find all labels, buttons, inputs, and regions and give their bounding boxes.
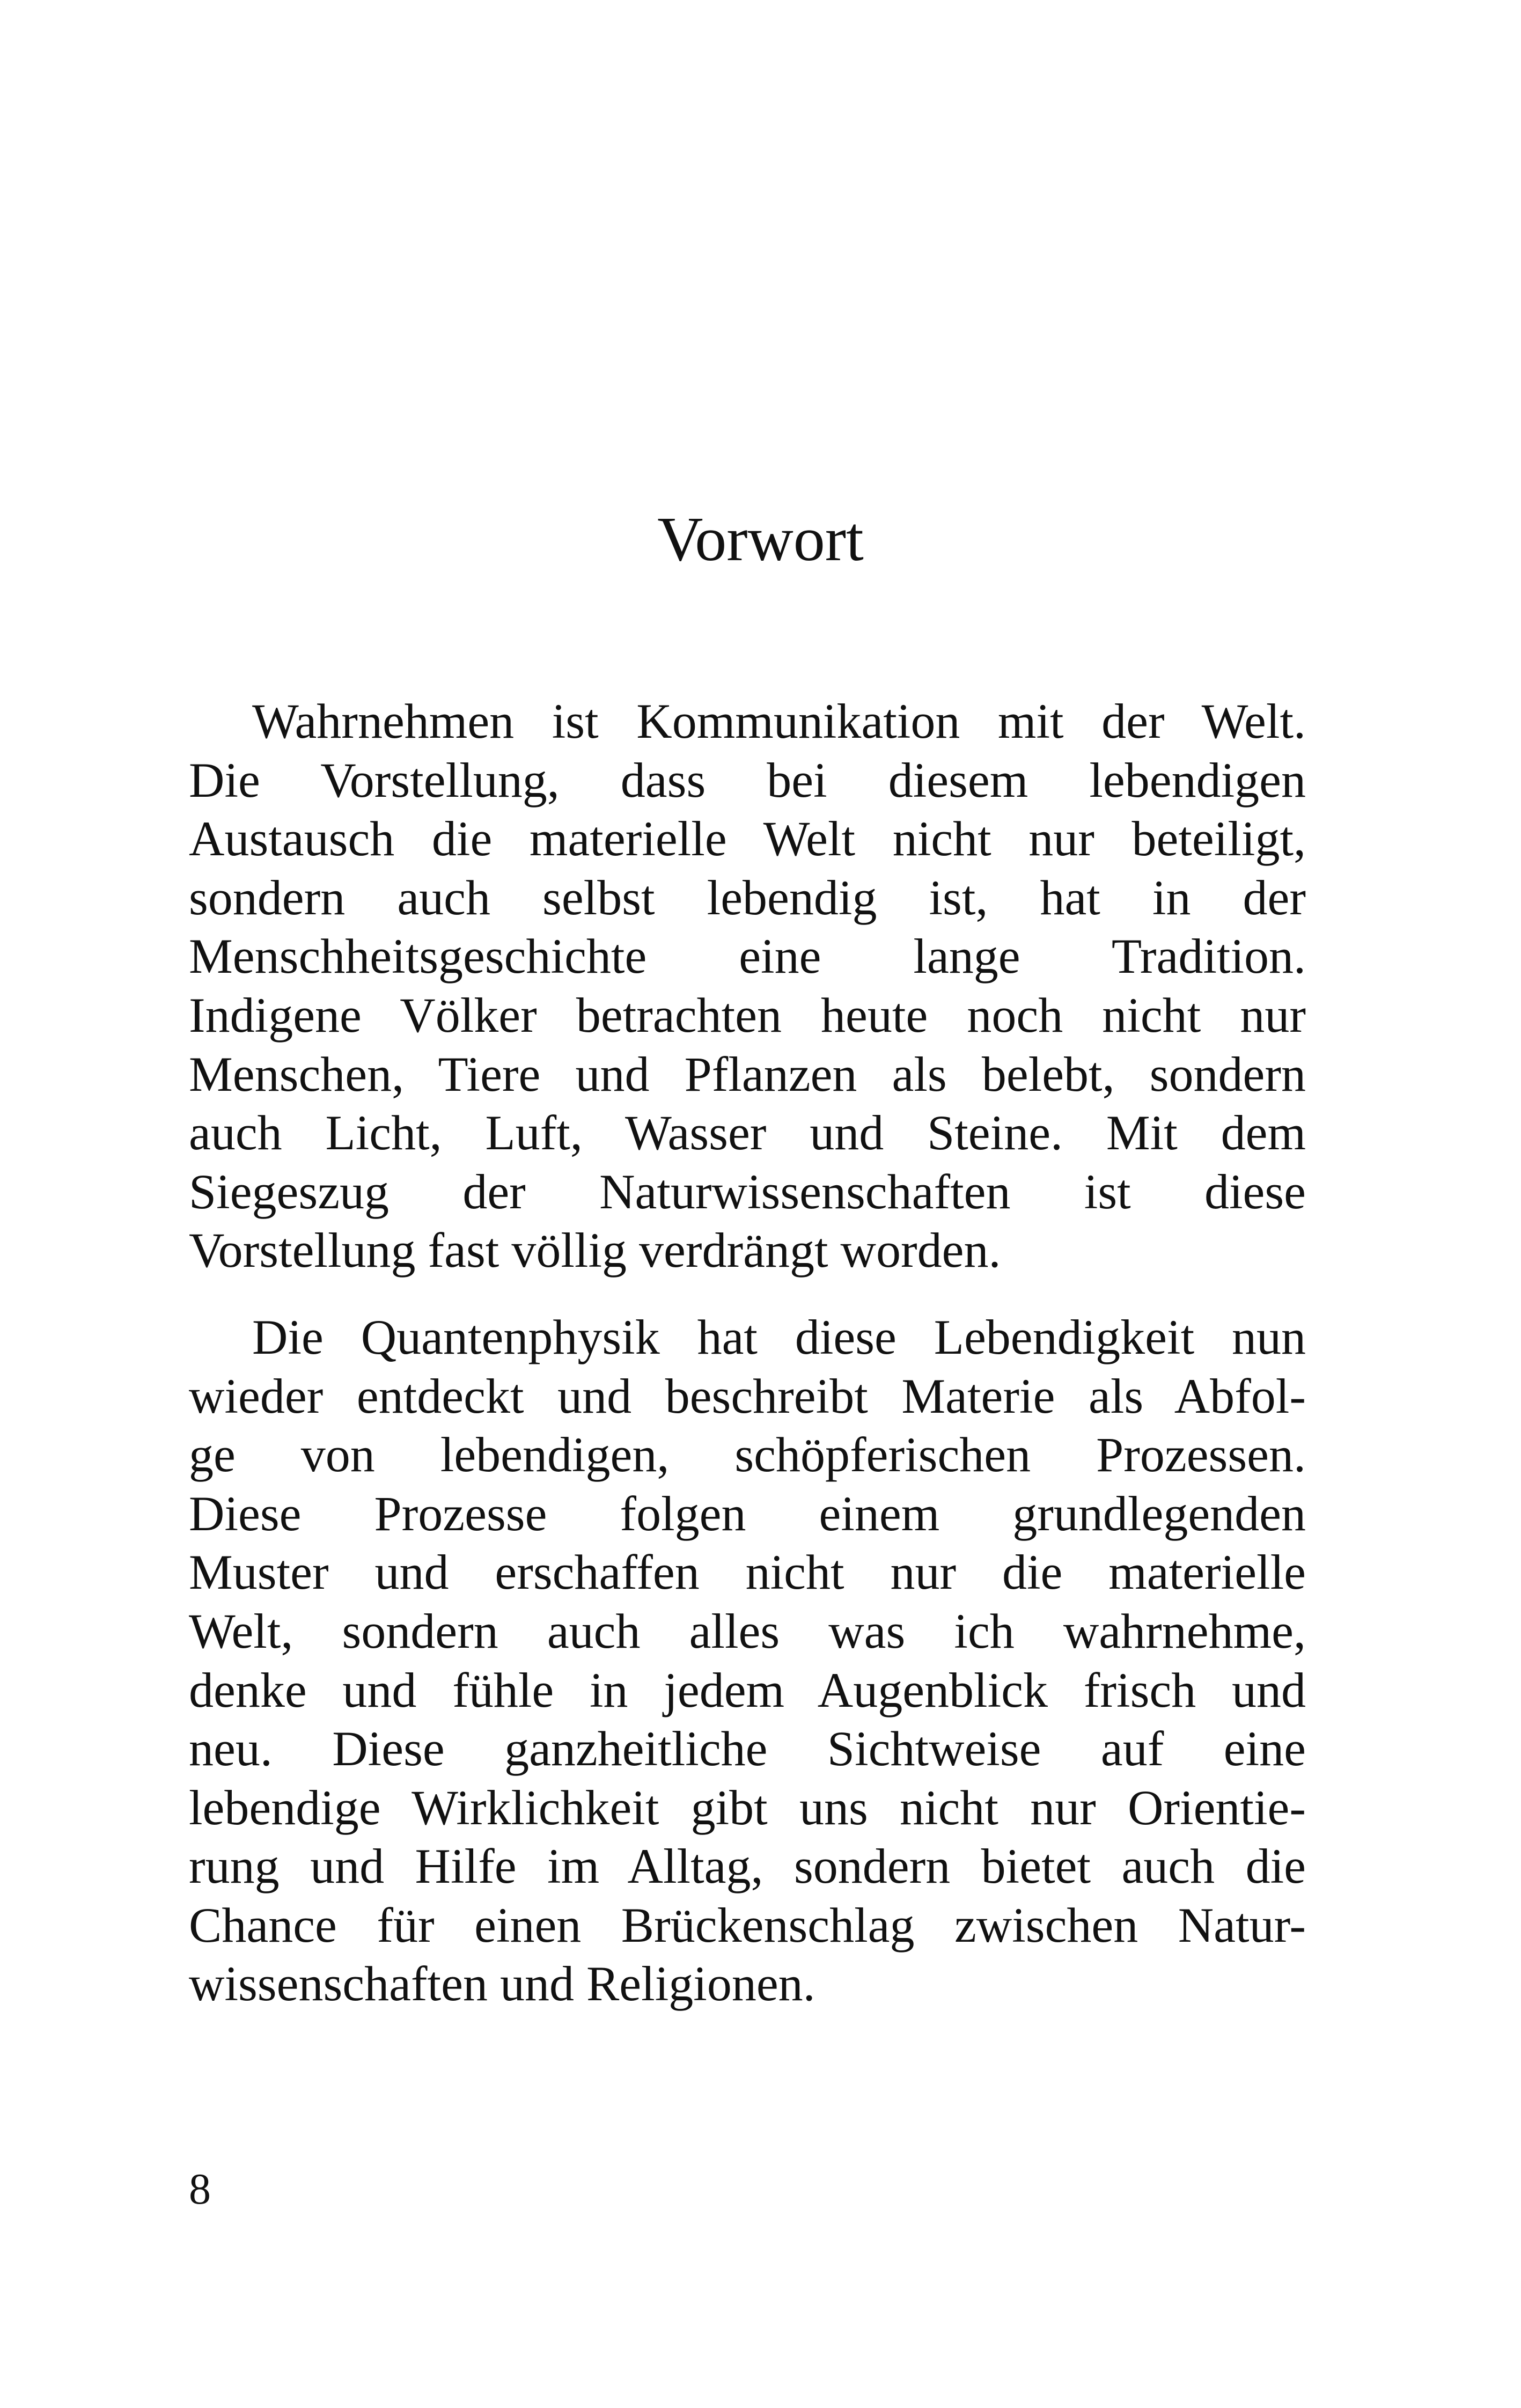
text-line: auch Licht, Luft, Wasser und Steine. Mit dem <box>189 1105 1306 1161</box>
text-line: wissenschaften und Religionen. <box>189 1956 815 2011</box>
text-line: sondern auch selbst lebendig ist, hat in der <box>189 870 1306 925</box>
text-line: Wahrnehmen ist Kommunikation mit der Welt. <box>252 694 1306 748</box>
text-line: ge von lebendigen, schöpferischen Prozessen. <box>189 1427 1306 1482</box>
paragraph-spacer <box>189 1280 1306 1308</box>
text-line: Die Quantenphysik hat diese Lebendigkeit nun <box>252 1309 1306 1364</box>
text-line: Chance für einen Brückenschlag zwischen Natur- <box>189 1897 1306 1952</box>
text-line: Die Vorstellung, dass bei diesem lebendigen <box>189 752 1306 807</box>
paragraph-1 <box>189 692 1306 1280</box>
text-line: wieder entdeckt und beschreibt Materie als Abfol- <box>189 1368 1306 1423</box>
text-line: Siegeszug der Naturwissenschaften ist diese <box>189 1164 1306 1219</box>
text-line: Diese Prozesse folgen einem grundlegenden <box>189 1486 1306 1541</box>
body-text <box>189 692 1306 2014</box>
text-line: Welt, sondern auch alles was ich wahrnehme, <box>189 1603 1306 1658</box>
text-line: Vorstellung fast völlig verdrängt worden. <box>189 1223 1001 1278</box>
text-line: lebendige Wirklichkeit gibt uns nicht nur Orientie- <box>189 1780 1306 1835</box>
text-line: Muster und erschaffen nicht nur die materielle <box>189 1545 1306 1600</box>
text-line: Menschen, Tiere und Pflanzen als belebt, sondern <box>189 1046 1306 1102</box>
text-line: Austausch die materielle Welt nicht nur beteiligt, <box>189 811 1306 867</box>
text-line: denke und fühle in jedem Augenblick frisch und <box>189 1662 1306 1717</box>
text-line: rung und Hilfe im Alltag, sondern bietet auch die <box>189 1839 1306 1894</box>
paragraph-2 <box>189 1308 1306 2014</box>
text-line: neu. Diese ganzheitliche Sichtweise auf eine <box>189 1721 1306 1776</box>
text-line: Indigene Völker betrachten heute noch nicht nur <box>189 987 1306 1043</box>
page-number: 8 <box>189 2164 211 2213</box>
chapter-title: Vorwort <box>657 504 864 574</box>
text-line: Menschheitsgeschichte eine lange Tradition. <box>189 929 1306 984</box>
